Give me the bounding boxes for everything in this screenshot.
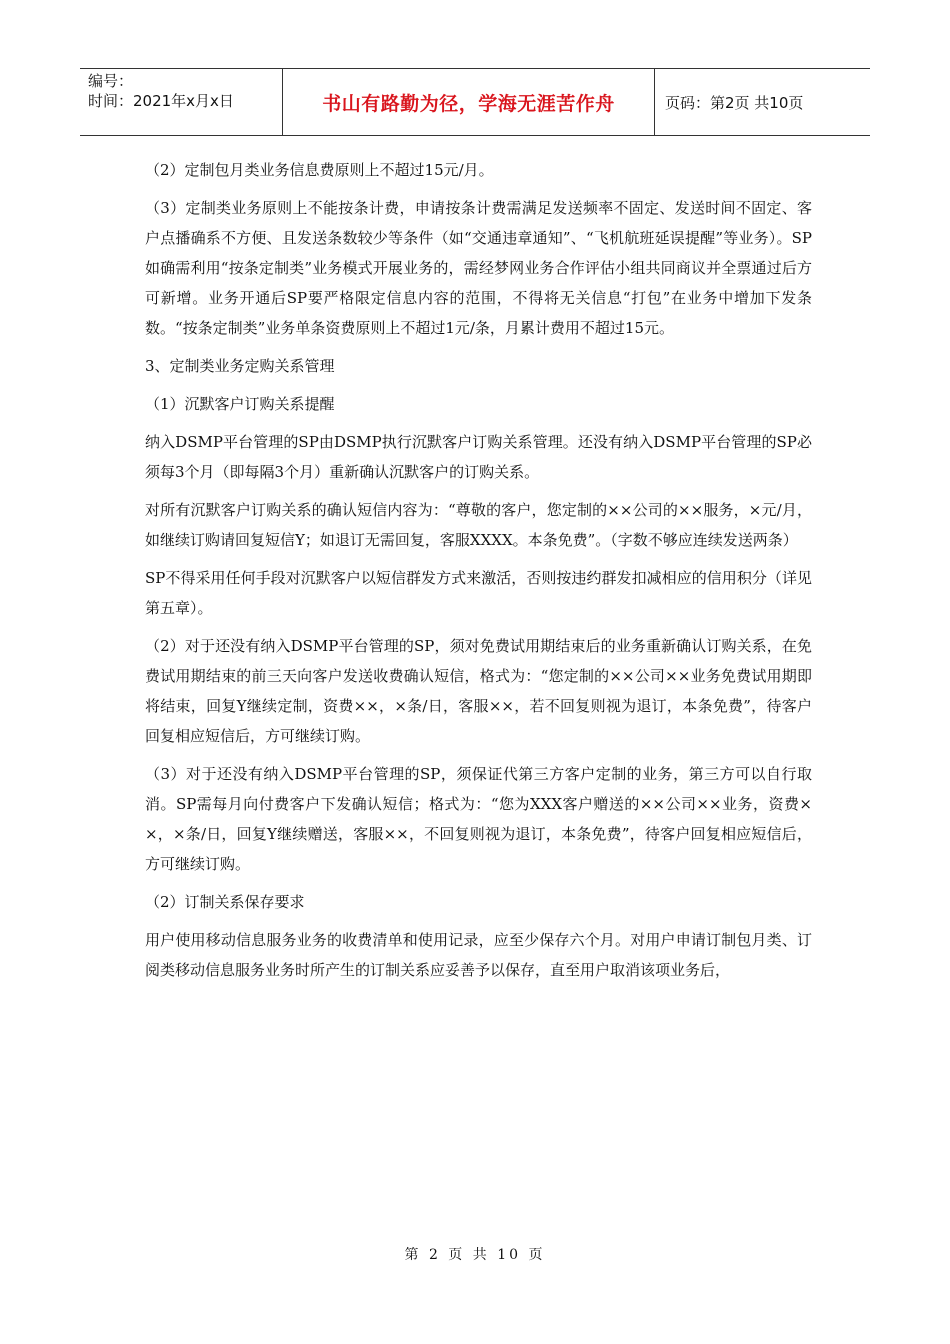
document-number-label: 编号： xyxy=(88,72,134,90)
paragraph: 纳入DSMP平台管理的SP由DSMP执行沉默客户订购关系管理。还没有纳入DSMP平台管理的SP必须每3个月（即每隔3个月）重新确认沉默客户的订购关系。 xyxy=(145,433,812,481)
paragraph: （3）对于还没有纳入DSMP平台管理的SP，须保证代第三方客户定制的业务，第三方可以自行取消。SP需每月向付费客户下发确认短信；格式为：“您为XXX客户赠送的××公司××业务，资费××，×条/日，回复Y继续赠送，客服××，不回复则视为退订，本条免费”，待客户回复相应短信后，方可继续订购。 xyxy=(145,765,812,873)
paragraph: 用户使用移动信息服务业务的收费清单和使用记录，应至少保存六个月。对用户申请订制包月类、订阅类移动信息服务业务时所产生的订制关系应妥善予以保存，直至用户取消该项业务后， xyxy=(145,931,812,979)
paragraph: 对所有沉默客户订购关系的确认短信内容为：“尊敬的客户，您定制的××公司的××服务，×元/月，如继续订购请回复短信Y；如退订无需回复，客服XXXX。本条免费”。（字数不够应连续发送两条） xyxy=(145,501,812,549)
page-footer: 第 2 页 共 10 页 xyxy=(404,1247,546,1263)
header-page-cell xyxy=(655,69,870,135)
header-motto-cell xyxy=(283,69,655,135)
document-time-label: 时间：2021年x月x日 xyxy=(88,92,234,110)
subsection-heading: （1）沉默客户订购关系提醒 xyxy=(145,395,335,413)
paragraph: （2）对于还没有纳入DSMP平台管理的SP，须对免费试用期结束后的业务重新确认订购关系，在免费试用期结束的前三天向客户发送收费确认短信，格式为：“您定制的××公司××业务免费试用期即将结束，回复Y继续定制，资费××，×条/日，客服××，若不回复则视为退订，本条免费”，待客户回复相应短信后，方可继续订购。 xyxy=(145,637,812,745)
document-body xyxy=(145,155,812,993)
paragraph: （2）定制包月类业务信息费原则上不超过15元/月。 xyxy=(145,161,494,179)
paragraph: SP不得采用任何手段对沉默客户以短信群发方式来激活，否则按违约群发扣减相应的信用积分（详见第五章）。 xyxy=(145,569,812,617)
section-heading: 3、定制类业务定购关系管理 xyxy=(145,357,335,375)
paragraph: （3）定制类业务原则上不能按条计费，申请按条计费需满足发送频率不固定、发送时间不固定、客户点播确系不方便、且发送条数较少等条件（如“交通违章通知”、“飞机航班延误提醒”等业务）。SP如确需利用“按条定制类”业务模式开展业务的，需经梦网业务合作评估小组共同商议并全票通过后方可新增。业务开通后SP要严格限定信息内容的范围，不得将无关信息“打包”在业务中增加下发条数。“按条定制类”业务单条资费原则上不超过1元/条，月累计费用不超过15元。 xyxy=(145,199,812,337)
header-motto: 书山有路勤为径，学海无涯苦作舟 xyxy=(322,92,615,115)
header-page-number: 页码：第2页 共10页 xyxy=(665,93,804,112)
page-header xyxy=(80,68,870,136)
header-meta-cell xyxy=(80,69,283,135)
subsection-heading: （2）订制关系保存要求 xyxy=(145,893,305,911)
